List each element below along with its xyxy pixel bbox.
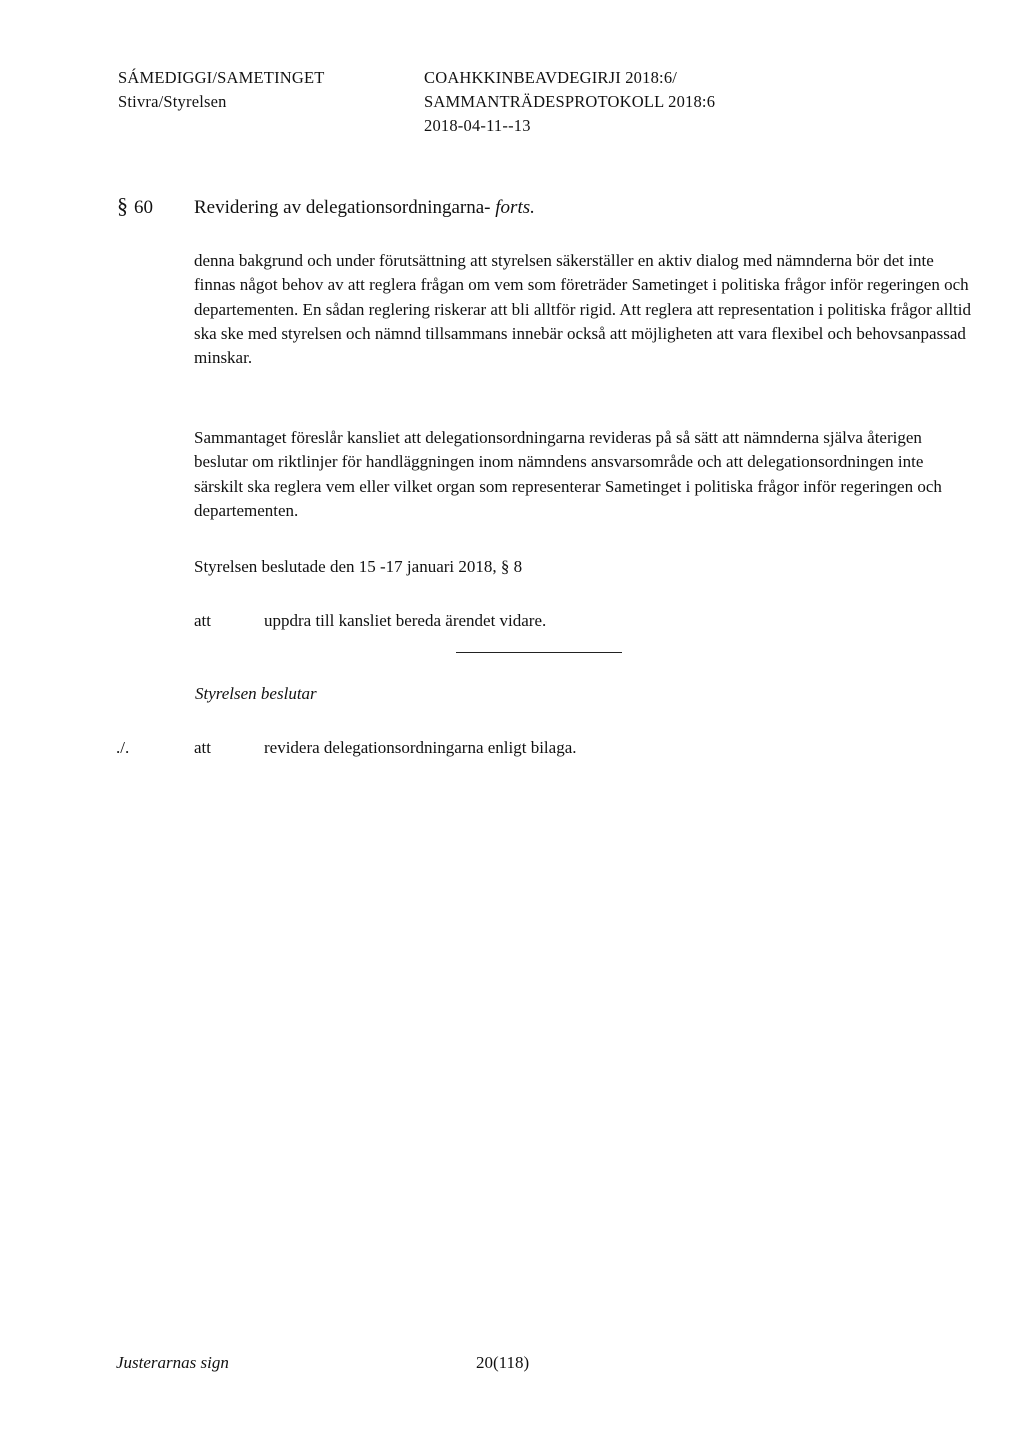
earlier-decision-text: uppdra till kansliet bereda ärendet vidare. <box>264 611 547 630</box>
separator-line <box>456 652 622 653</box>
section-number: 60 <box>134 197 153 218</box>
footer-page-number: 20(118) <box>476 1353 530 1372</box>
decision-att-label: att <box>194 738 211 757</box>
header-left <box>118 66 325 114</box>
body-name: Stivra/Styrelsen <box>118 92 227 111</box>
paragraph-summary: Sammantaget föreslår kansliet att delegationsordningarna revideras på så sätt att nämnderna själva återigen beslutar om riktlinjer för handläggningen inom nämndens ansvarsområde och att delegationsordningen inte särskilt ska reglera vem eller vilket organ som representerar Sametinget i politiska frågor inför regeringen och departementen. <box>194 428 942 520</box>
section-symbol: § <box>117 193 128 218</box>
organization-name: SÁMEDIGGI/SAMETINGET <box>118 68 325 87</box>
protocol-number-sami: COAHKKINBEAVDEGIRJI 2018:6/ <box>424 68 678 87</box>
paragraph-background: denna bakgrund och under förutsättning att styrelsen säkerställer en aktiv dialog med nämnderna bör det inte finnas något behov av att reglera frågan om vem som företräder Sametinget i politiska frågor inför regeringen och departementen. En sådan reglering riskerar att bli alltför rigid. Att reglera att representation i politiska frågor alltid ska ske med styrelsen och nämnd tillsammans innebär också att möjligheten att vara flexibel och behovsanpassad minskar. <box>194 251 971 368</box>
enclosure-mark: ./. <box>116 738 130 757</box>
meeting-date: 2018-04-11--13 <box>424 116 531 135</box>
header-right <box>424 66 715 138</box>
footer-signature-label: Justerarnas sign <box>116 1353 229 1372</box>
earlier-decision-att-label: att <box>194 611 211 630</box>
section-title <box>194 195 535 221</box>
paragraph-previous-decision: Styrelsen beslutade den 15 -17 januari 2018, § 8 <box>194 557 523 576</box>
decision-heading: Styrelsen beslutar <box>195 684 317 703</box>
decision-text: revidera delegationsordningarna enligt bilaga. <box>264 738 577 757</box>
section-title-text: Revidering av delegationsordningarna- <box>194 197 491 218</box>
protocol-number-swedish: SAMMANTRÄDESPROTOKOLL 2018:6 <box>424 92 716 111</box>
section-title-suffix: forts. <box>495 197 535 218</box>
